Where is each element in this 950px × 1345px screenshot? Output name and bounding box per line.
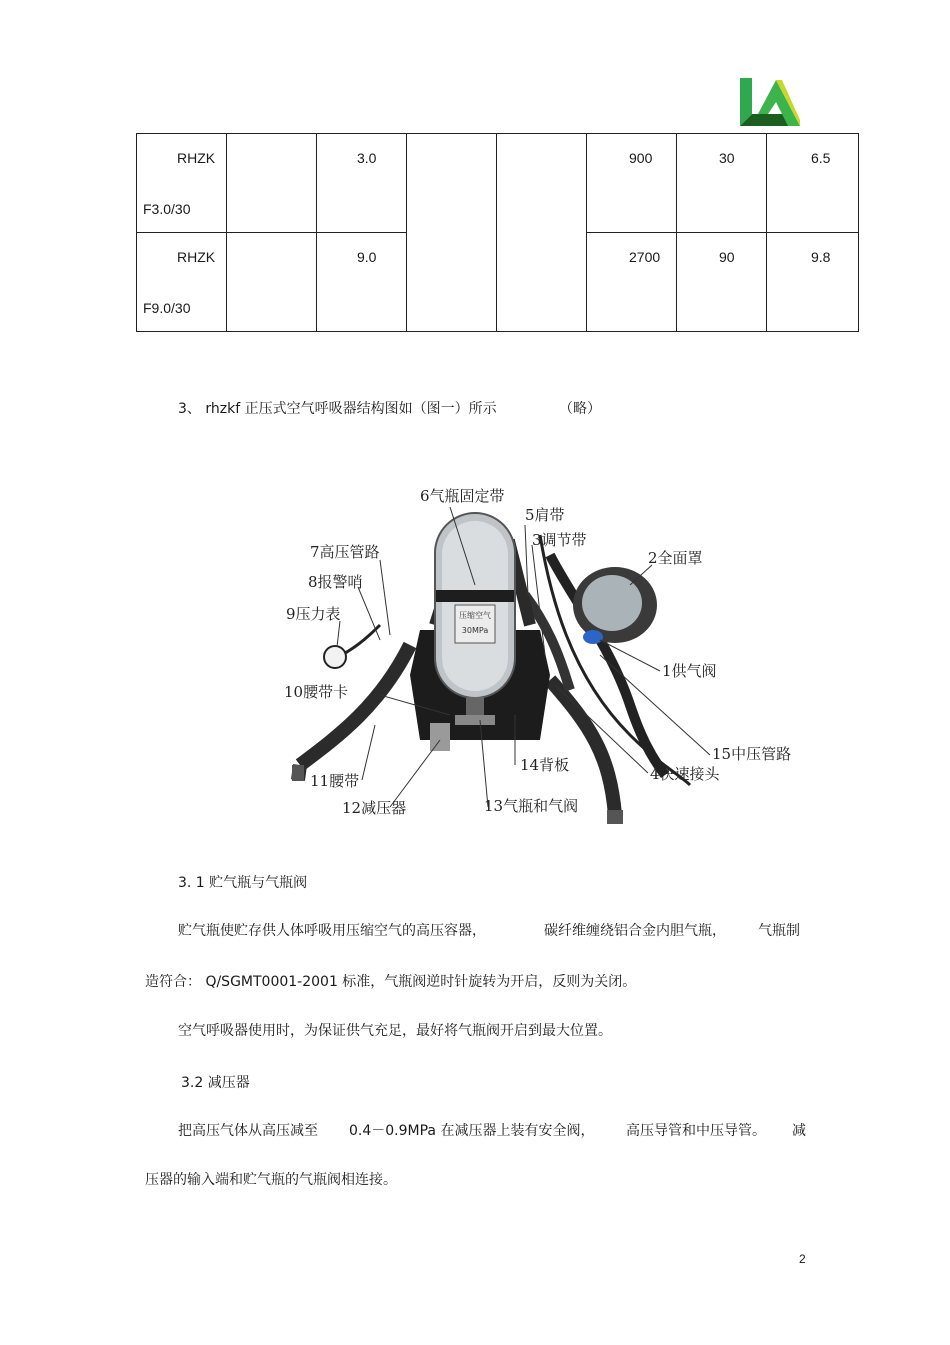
- paragraph-text: 把高压气体从高压减至: [178, 1123, 318, 1139]
- section32-heading: 3.2 减压器: [181, 1075, 250, 1091]
- callout-cylinder-strap: 6气瓶固定带: [420, 487, 505, 505]
- paragraph-text: 减: [792, 1123, 806, 1139]
- paragraph-text: 空气呼吸器使用时，为保证供气充足，最好将气瓶阀开启到最大位置。: [178, 1023, 612, 1039]
- weight-cell: 9.8: [767, 233, 859, 332]
- empty-cell: [227, 233, 317, 332]
- callout-pressure-gauge: 9压力表: [286, 605, 341, 623]
- svg-text:30MPa: 30MPa: [461, 626, 489, 635]
- callout-waist-belt: 11腰带: [310, 772, 360, 790]
- empty-cell: [227, 134, 317, 233]
- callout-high-pressure-hose: 7高压管路: [310, 543, 380, 561]
- paragraph-text: 造符合： Q/SGMT0001-2001 标准，气瓶阀逆时针旋转为开启，反则为关闭。: [145, 974, 637, 990]
- waist-belt-left: [300, 645, 410, 765]
- paragraph-text: 0.4－0.9MPa 在减压器上装有安全阀，: [349, 1123, 595, 1139]
- model-line2: F3.0/30: [143, 201, 191, 217]
- callout-back-plate: 14背板: [520, 756, 570, 774]
- duration-cell: 30: [677, 134, 767, 233]
- table-row: [137, 134, 859, 233]
- capacity-cell: 2700: [587, 233, 677, 332]
- duration-cell: 90: [677, 233, 767, 332]
- callout-belt-buckle: 10腰带卡: [284, 683, 349, 701]
- high-pressure-hose: [342, 625, 380, 655]
- cylinder-valve: [466, 697, 484, 717]
- callout-pressure-reducer: 12减压器: [342, 799, 407, 817]
- model-cell: [137, 233, 227, 332]
- paragraph-text: 贮气瓶使贮存供人体呼吸用压缩空气的高压容器，: [178, 923, 486, 939]
- callout-adjust-strap: 3调节带: [532, 531, 587, 549]
- cylinder-strap: [436, 590, 514, 602]
- pressure-gauge: [324, 646, 346, 668]
- callout-alarm-whistle: 8报警哨: [308, 573, 363, 591]
- company-logo-icon: [738, 74, 800, 128]
- callout-quick-connector: 4快速接头: [650, 765, 720, 783]
- volume-cell: 3.0: [317, 134, 407, 233]
- model-line1: RHZK: [177, 150, 216, 166]
- demand-valve: [583, 630, 603, 644]
- callout-cylinder-valve: 13气瓶和气阀: [484, 797, 579, 815]
- volume-cell: 9.0: [317, 233, 407, 332]
- callout-face-mask: 2全面罩: [648, 549, 703, 567]
- spec-table: [136, 133, 859, 332]
- model-line2: F9.0/30: [143, 300, 191, 316]
- callout-medium-pressure-hose: 15中压管路: [712, 745, 792, 763]
- paragraph-text: 高压导管和中压导管。: [626, 1123, 766, 1139]
- weight-cell: 6.5: [767, 134, 859, 233]
- page-number: 2: [799, 1252, 806, 1266]
- capacity-cell: 900: [587, 134, 677, 233]
- model-line1: RHZK: [177, 249, 216, 265]
- callout-demand-valve: 1供气阀: [662, 662, 717, 680]
- apparatus-diagram: [270, 475, 830, 855]
- section31-heading: 3. 1 贮气瓶与气瓶阀: [178, 875, 308, 891]
- waist-belt-right: [550, 680, 615, 815]
- paragraph-text: 气瓶制: [758, 923, 800, 939]
- pressure-reducer: [430, 723, 450, 751]
- paragraph-text: 碳纤维缠绕铝合金内胆气瓶，: [544, 923, 726, 939]
- model-cell: [137, 134, 227, 233]
- empty-cell: [407, 134, 497, 332]
- callout-shoulder-strap: 5肩带: [525, 506, 565, 524]
- section3-note: （略）: [559, 401, 601, 417]
- section3-heading: 3、 rhzkf 正压式空气呼吸器结构图如（图一）所示: [178, 401, 497, 417]
- paragraph-text: 压器的输入端和贮气瓶的气瓶阀相连接。: [145, 1172, 397, 1188]
- empty-cell: [497, 134, 587, 332]
- svg-text:压缩空气: 压缩空气: [459, 611, 491, 620]
